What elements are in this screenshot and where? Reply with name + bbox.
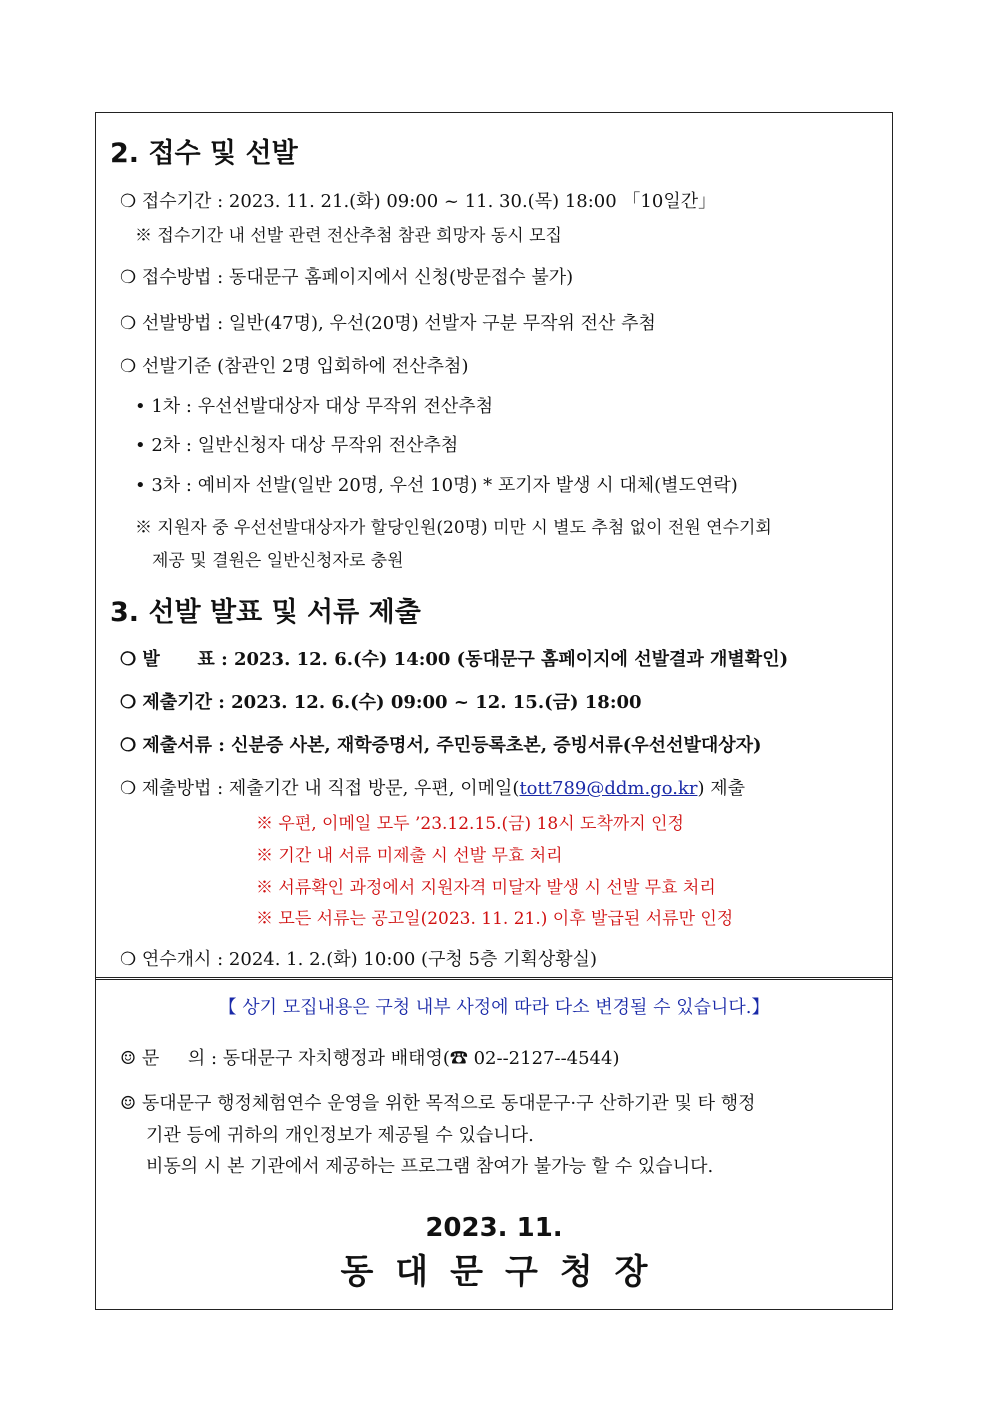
issue-date: 2023. 11. (425, 1213, 563, 1243)
round-1: • 1차 : 우선선발대상자 대상 무작위 전산추첨 (135, 396, 494, 417)
round-2: • 2차 : 일반신청자 대상 무작위 전산추첨 (135, 435, 459, 456)
submission-documents: ❍ 제출서류 : 신분증 사본, 재학증명서, 주민등록초본, 증빙서류(우선선발대상자) (120, 735, 762, 756)
email-link[interactable]: tott789@ddm.go.kr (519, 778, 698, 799)
smiley-icon: ☺ (120, 1093, 137, 1114)
privacy-line-3: 비동의 시 본 기관에서 제공하는 프로그램 참여가 불가능 할 수 있습니다. (146, 1156, 714, 1177)
privacy-line-2: 기관 등에 귀하의 개인정보가 제공될 수 있습니다. (146, 1125, 534, 1146)
contact-info: ☺ 문 의 : 동대문구 자치행정과 배태영(☎ 02--2127--4544) (120, 1048, 620, 1069)
priority-note-cont: 제공 및 결원은 일반신청자로 충원 (152, 551, 404, 571)
circle-bullet-icon: ❍ (120, 649, 137, 670)
dot-bullet-icon: • (135, 475, 146, 496)
note-missing-docs: ※ 기간 내 서류 미제출 시 선발 무효 처리 (256, 846, 563, 866)
change-notice: 【 상기 모집내용은 구청 내부 사정에 따라 다소 변경될 수 있습니다.】 (218, 997, 770, 1018)
reference-mark-icon: ※ (135, 518, 152, 538)
note-eligibility: ※ 서류확인 과정에서 지원자격 미달자 발생 시 선발 무효 처리 (256, 878, 716, 898)
circle-bullet-icon: ❍ (120, 949, 137, 970)
circle-bullet-icon: ❍ (120, 692, 137, 713)
circle-bullet-icon: ❍ (120, 267, 137, 288)
section-2-title: 2. 접수 및 선발 (110, 138, 298, 169)
intake-period: ❍ 접수기간 : 2023. 11. 21.(화) 09:00 ~ 11. 30.(목) 18:00 「10일간」 (120, 191, 717, 212)
circle-bullet-icon: ❍ (120, 313, 137, 334)
note-issue-date: ※ 모든 서류는 공고일(2023. 11. 21.) 이후 발급된 서류만 인정 (256, 909, 734, 929)
training-start: ❍ 연수개시 : 2024. 1. 2.(화) 10:00 (구청 5층 기획상황실) (120, 949, 598, 970)
round-3: • 3차 : 예비자 선발(일반 20명, 우선 10명) * 포기자 발생 시 대체(별도연락) (135, 475, 738, 496)
signature: 동대문구청장 (340, 1252, 670, 1292)
selection-criteria: ❍ 선발기준 (참관인 2명 입회하에 전산추첨) (120, 356, 469, 377)
note-mail-deadline: ※ 우편, 이메일 모두 ’23.12.15.(금) 18시 도착까지 인정 (256, 814, 684, 834)
reference-mark-icon: ※ (135, 226, 152, 246)
section-3-title: 3. 선발 발표 및 서류 제출 (110, 597, 421, 628)
submission-period: ❍ 제출기간 : 2023. 12. 6.(수) 09:00 ~ 12. 15.(금) 18:00 (120, 692, 642, 713)
announcement: ❍ 발 표 : 2023. 12. 6.(수) 14:00 (동대문구 홈페이지에 선발결과 개별확인) (120, 649, 789, 670)
priority-note: ※ 지원자 중 우선선발대상자가 할당인원(20명) 미만 시 별도 추첨 없이 전원 연수기회 (135, 518, 772, 538)
selection-method: ❍ 선발방법 : 일반(47명), 우선(20명) 선발자 구분 무작위 전산 추첨 (120, 313, 656, 334)
submission-method: ❍ 제출방법 : 제출기간 내 직접 방문, 우편, 이메일(tott789@ddm.go.kr) 제출 (120, 778, 745, 799)
dot-bullet-icon: • (135, 396, 146, 417)
circle-bullet-icon: ❍ (120, 778, 137, 799)
privacy-line-1: ☺ 동대문구 행정체험연수 운영을 위한 목적으로 동대문구·구 산하기관 및 타 행정 (120, 1093, 756, 1114)
section-divider (95, 977, 893, 980)
circle-bullet-icon: ❍ (120, 191, 137, 212)
circle-bullet-icon: ❍ (120, 735, 137, 756)
intake-method: ❍ 접수방법 : 동대문구 홈페이지에서 신청(방문접수 불가) (120, 267, 574, 288)
smiley-icon: ☺ (120, 1048, 137, 1069)
circle-bullet-icon: ❍ (120, 356, 137, 377)
dot-bullet-icon: • (135, 435, 146, 456)
intake-note: ※ 접수기간 내 선발 관련 전산추첨 참관 희망자 동시 모집 (135, 226, 562, 246)
